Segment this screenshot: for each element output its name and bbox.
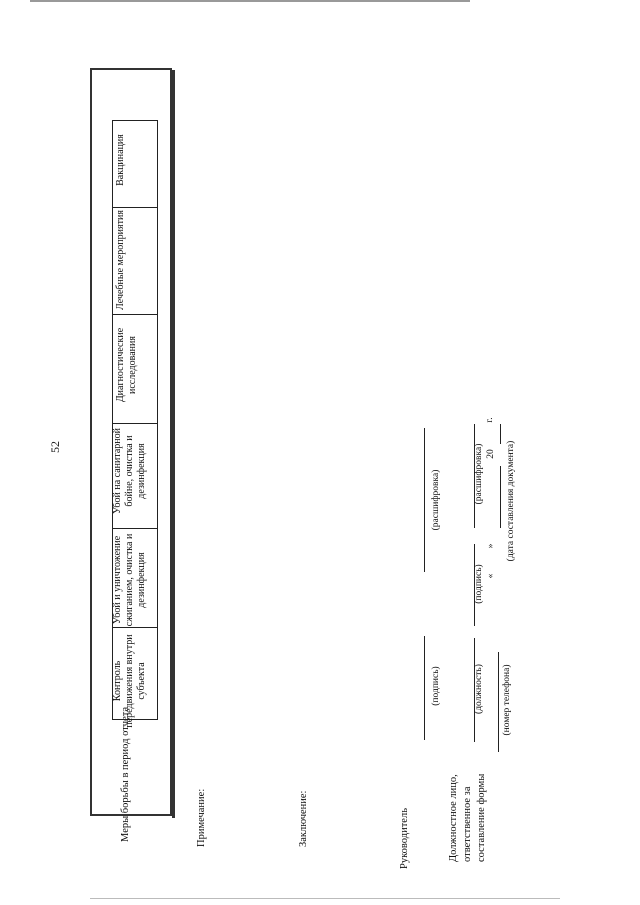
head-decode-caption: (расшифровка) (431, 469, 441, 531)
official-label-1: Должностное лицо, (448, 774, 459, 862)
date-caption: (дата составления документа) (506, 440, 516, 562)
note-label: Примечание: (196, 788, 207, 847)
official-decode-caption: (расшифровка) (474, 443, 484, 505)
date-quote-open: « (486, 573, 496, 579)
scan-edge-bottom (90, 898, 560, 899)
frame-shadow (172, 70, 175, 818)
date-quote-close: » (486, 543, 496, 549)
official-label-2: ответственное за (462, 786, 473, 862)
col-vaccination: Вакцинация (115, 134, 126, 186)
date-suffix: г. (485, 417, 495, 423)
date-year-line (500, 424, 501, 444)
official-phone-line (498, 652, 499, 752)
col-treatment: Лечебные мероприятия (115, 210, 126, 310)
official-label-3: составление формы (476, 773, 487, 862)
head-decode-line (424, 428, 425, 572)
official-sign-caption: (подпись) (474, 564, 484, 604)
date-month-line (500, 466, 501, 528)
table-title: Меры борьбы в период отчета (120, 706, 131, 842)
col-sanitary-slaughter: Убой на санитарной бойне, очистка и дезинфекция (112, 428, 147, 515)
page-number: 52 (48, 441, 62, 453)
head-label: Руководитель (399, 808, 410, 869)
col-movement-control: Контроль передвижения внутри субъекта (112, 634, 147, 728)
head-sign-line (424, 636, 425, 740)
official-position-caption: (должность) (474, 664, 484, 714)
official-phone-caption: (номер телефона) (502, 664, 512, 736)
date-year: 20 (486, 449, 496, 459)
scan-edge-top (30, 0, 470, 2)
col-slaughter-burning: Убой и уничтожение сжиганием, очистка и дезинфекция (112, 533, 147, 627)
head-sign-caption: (подпись) (431, 666, 441, 706)
col-diagnostics: Диагностические исследования (115, 327, 138, 403)
conclusion-label: Заключение: (298, 790, 309, 847)
